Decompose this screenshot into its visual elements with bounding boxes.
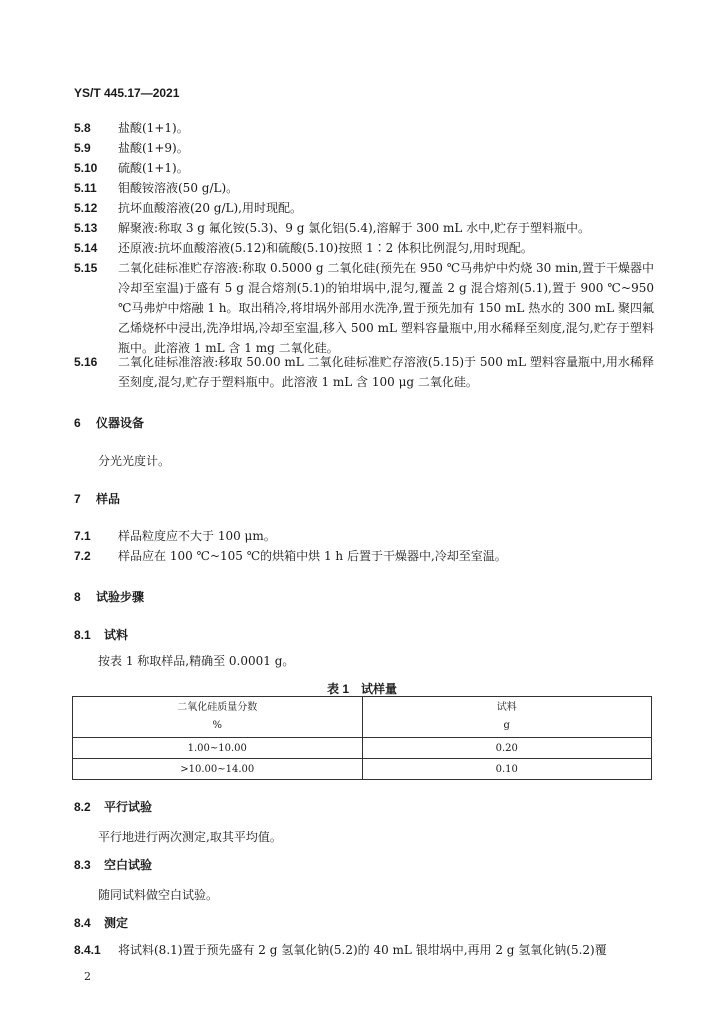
- subsection-title: 测定: [104, 916, 129, 930]
- item-number: 5.14: [74, 241, 98, 255]
- item-text: 钼酸铵溶液(50 g/L)。: [118, 181, 239, 195]
- item-text: 硫酸(1+1)。: [118, 161, 189, 175]
- item-number: 5.8: [74, 121, 91, 135]
- table-header-cell: [362, 697, 652, 738]
- item-text: 抗坏血酸溶液(20 g/L),用时现配。: [118, 201, 302, 215]
- header-label: 二氧化硅质量分数: [177, 702, 258, 713]
- table-header-cell: [73, 697, 363, 738]
- reagent-item: [74, 218, 654, 238]
- item-text: 将试料(8.1)置于预先盛有 2 g 氢氧化钠(5.2)的 40 mL 银坩埚中,再用 2 g 氢氧化钠(5.2)覆: [118, 943, 607, 957]
- section-heading-8: [74, 588, 144, 605]
- sample-mass-table: [72, 696, 652, 780]
- subsection-title: 试料: [104, 628, 129, 642]
- table-cell: 0.20: [362, 738, 652, 759]
- item-number: 5.15: [74, 261, 98, 275]
- item-number: 7.2: [74, 549, 91, 563]
- item-number: 8.4.1: [74, 943, 101, 957]
- section-number: 8: [74, 590, 81, 604]
- section-heading-7: [74, 490, 120, 507]
- item-text: 样品粒度应不大于 100 μm。: [118, 529, 276, 543]
- reagent-item: [74, 238, 654, 258]
- sample-item: [74, 526, 654, 546]
- table-cell: 0.10: [362, 759, 652, 780]
- item-text: 盐酸(1+1)。: [118, 121, 189, 135]
- subsection-body: 平行地进行两次测定,取其平均值。: [98, 830, 282, 844]
- subsection-heading: [74, 798, 152, 815]
- reagent-item: [74, 138, 654, 158]
- item-number: 5.16: [74, 355, 98, 369]
- standard-code: YS/T 445.17—2021: [74, 86, 180, 100]
- reagent-item: [74, 178, 654, 198]
- reagent-item: [74, 118, 654, 138]
- item-number: 5.12: [74, 201, 98, 215]
- subsection-number: 8.2: [74, 800, 91, 814]
- subsection-number: 8.1: [74, 628, 91, 642]
- section-number: 6: [74, 416, 81, 430]
- section-number: 7: [74, 492, 81, 506]
- item-number: 5.10: [74, 161, 98, 175]
- subsection-title: 平行试验: [104, 800, 153, 814]
- procedure-item: [74, 940, 654, 960]
- table-caption: 表 1 试样量: [326, 682, 397, 696]
- item-text: 还原液:抗坏血酸溶液(5.12)和硫酸(5.10)按照 1∶2 体积比例混匀,用时现配。: [118, 241, 533, 255]
- table-header-row: [73, 697, 652, 738]
- subsection-heading: [74, 626, 128, 643]
- header-unit: g: [503, 720, 510, 731]
- subsection-title: 空白试验: [104, 858, 153, 872]
- table-cell: 1.00~10.00: [73, 738, 363, 759]
- item-text: 样品应在 100 ℃~105 ℃的烘箱中烘 1 h 后置于干燥器中,冷却至室温。: [118, 549, 507, 563]
- item-text: 解聚液:称取 3 g 氟化铵(5.3)、9 g 氯化铝(5.4),溶解于 300 mL 水中,贮存于塑料瓶中。: [118, 221, 590, 235]
- subsection-heading: [74, 914, 128, 931]
- item-number: 5.13: [74, 221, 98, 235]
- subsection-number: 8.3: [74, 858, 91, 872]
- subsection-number: 8.4: [74, 916, 91, 930]
- item-number: 5.9: [74, 141, 91, 155]
- reagent-item: [74, 198, 654, 218]
- item-text: 盐酸(1+9)。: [118, 141, 189, 155]
- item-number: 7.1: [74, 529, 91, 543]
- reagent-item: [74, 258, 654, 358]
- item-text: 二氧化硅标准溶液:移取 50.00 mL 二氧化硅标准贮存溶液(5.15)于 500 mL 塑料容量瓶中,用水稀释至刻度,混匀,贮存于塑料瓶中。此溶液 1 mL 含 100 μg 二氧化硅。: [118, 355, 654, 389]
- table-row: [73, 738, 652, 759]
- item-text: 二氧化硅标准贮存溶液:称取 0.5000 g 二氧化硅(预先在 950 ℃马弗炉中灼烧 30 min,置于干燥器中冷却至室温)于盛有 5 g 混合熔剂(5.1)的铂坩埚中,混匀,覆盖 2 g 混合熔剂(5.1),置于 900 ℃~950 ℃马弗炉中熔融 1 h。取出稍冷,将坩埚外部用水洗净,置于预先加有 150 mL 热水的 300 mL 聚四氟乙烯烧杯中浸出,洗净坩埚,冷却至室温,移入 500 mL 塑料容量瓶中,用水稀释至刻度,混匀,贮存于塑料瓶中。此溶液 1 mL 含 1 mg 二氧化硅。: [118, 261, 654, 355]
- reagent-item: [74, 158, 654, 178]
- subsection-heading: [74, 856, 152, 873]
- header-label: 试料: [496, 702, 517, 713]
- item-number: 5.11: [74, 181, 97, 195]
- page-number: 2: [84, 970, 91, 983]
- section-body: 分光光度计。: [98, 454, 171, 468]
- subsection-body: 按表 1 称取样品,精确至 0.0001 g。: [98, 654, 295, 668]
- section-title: 试验步骤: [96, 590, 145, 604]
- table-cell: >10.00~14.00: [73, 759, 363, 780]
- section-title: 仪器设备: [96, 416, 145, 430]
- sample-item: [74, 546, 654, 566]
- table-row: [73, 759, 652, 780]
- header-unit: %: [212, 720, 222, 731]
- section-heading-6: [74, 414, 144, 431]
- reagent-item: [74, 352, 654, 392]
- section-title: 样品: [96, 492, 121, 506]
- subsection-body: 随同试料做空白试验。: [98, 888, 219, 902]
